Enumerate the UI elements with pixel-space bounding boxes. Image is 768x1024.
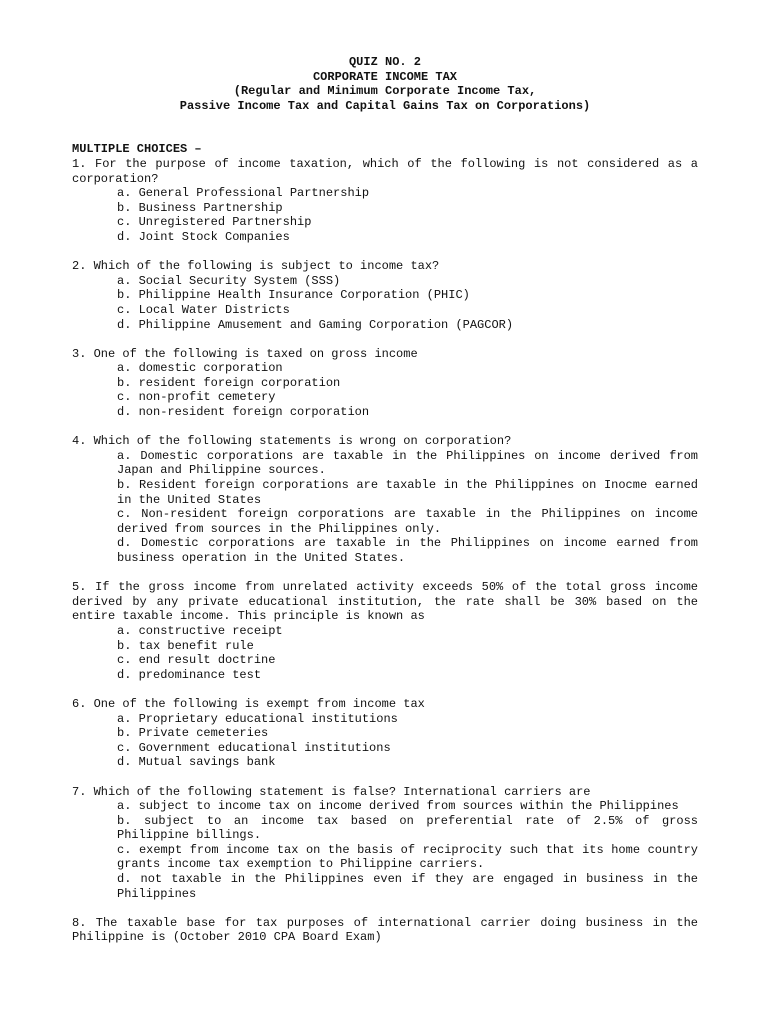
- answer-option: c. Government educational institutions: [117, 740, 391, 755]
- answer-option: a. Proprietary educational institutions: [117, 711, 398, 726]
- answer-option: b. tax benefit rule: [117, 638, 254, 653]
- answer-option: a. domestic corporation: [117, 361, 283, 376]
- question-6: [72, 697, 698, 770]
- answer-option: c. non-profit cemetery: [117, 390, 276, 405]
- answer-option: d. Joint Stock Companies: [117, 229, 290, 244]
- question-8: [72, 916, 698, 945]
- question-stem: 2. Which of the following is subject to income tax?: [72, 259, 440, 274]
- answer-option: a. subject to income tax on income derived from sources within the Philippines: [117, 799, 679, 814]
- question-stem: 4. Which of the following statements is wrong on corporation?: [72, 434, 512, 449]
- answer-option: c. Local Water Districts: [117, 302, 290, 317]
- answer-option: c. exempt from income tax on the basis of reciprocity such that its home country grants income tax exemption to Philippine carriers.: [117, 842, 698, 872]
- question-stem: 6. One of the following is exempt from income tax: [72, 696, 425, 711]
- answer-option: a. Social Security System (SSS): [117, 273, 341, 288]
- answer-option: a. General Professional Partnership: [117, 186, 370, 201]
- question-list: [72, 157, 698, 945]
- question-stem: 1. For the purpose of income taxation, which of the following is not considered as a corporation?: [72, 156, 698, 186]
- quiz-header: [72, 55, 698, 113]
- question-stem: 3. One of the following is taxed on gross income: [72, 346, 418, 361]
- quiz-subtitle: CORPORATE INCOME TAX: [312, 69, 458, 84]
- question-5: [72, 580, 698, 682]
- question-1: [72, 157, 698, 245]
- answer-option: b. resident foreign corporation: [117, 375, 341, 390]
- answer-option: d. not taxable in the Philippines even if they are engaged in business in the Philippines: [117, 872, 698, 901]
- answer-option: b. Philippine Health Insurance Corporation (PHIC): [117, 288, 470, 303]
- quiz-page: [72, 55, 698, 960]
- answer-option: d. predominance test: [117, 667, 262, 682]
- answer-option: c. Unregistered Partnership: [117, 215, 312, 230]
- question-stem: 7. Which of the following statement is false? International carriers are: [72, 784, 591, 799]
- answer-option: d. non-resident foreign corporation: [117, 405, 370, 420]
- question-stem: 8. The taxable base for tax purposes of international carrier doing business in the Philippine is (October 2010 CPA Board Exam): [72, 915, 698, 945]
- answer-option: d. Mutual savings bank: [117, 755, 276, 770]
- answer-option: b. Private cemeteries: [117, 726, 269, 741]
- answer-option: a. constructive receipt: [117, 623, 283, 638]
- answer-option: b. Resident foreign corporations are taxable in the Philippines on Inocme earned in the United States: [117, 478, 698, 507]
- answer-option: c. Non-resident foreign corporations are taxable in the Philippines on income derived from sources in the Philippines only.: [117, 507, 698, 536]
- question-4: [72, 434, 698, 565]
- question-2: [72, 259, 698, 332]
- question-3: [72, 347, 698, 420]
- quiz-title: QUIZ NO. 2: [348, 55, 421, 69]
- quiz-topic-line-2: Passive Income Tax and Capital Gains Tax on Corporations): [179, 98, 591, 113]
- answer-option: a. Domestic corporations are taxable in the Philippines on income derived from Japan and Philippine sources.: [117, 448, 698, 478]
- section-title: MULTIPLE CHOICES –: [72, 142, 202, 157]
- question-7: [72, 785, 698, 902]
- answer-option: b. Business Partnership: [117, 200, 283, 215]
- answer-option: b. subject to an income tax based on preferential rate of 2.5% of gross Philippine billings.: [117, 813, 698, 843]
- quiz-topic-line-1: (Regular and Minimum Corporate Income Tax,: [233, 84, 537, 99]
- question-stem: 5. If the gross income from unrelated activity exceeds 50% of the total gross income derived by any private educational institution, the rate shall be 30% based on the entire taxable income. This principle is known as: [72, 580, 698, 624]
- answer-option: d. Domestic corporations are taxable in the Philippines on income earned from business operation in the United States.: [117, 536, 698, 565]
- answer-option: c. end result doctrine: [117, 653, 276, 668]
- answer-option: d. Philippine Amusement and Gaming Corporation (PAGCOR): [117, 317, 514, 332]
